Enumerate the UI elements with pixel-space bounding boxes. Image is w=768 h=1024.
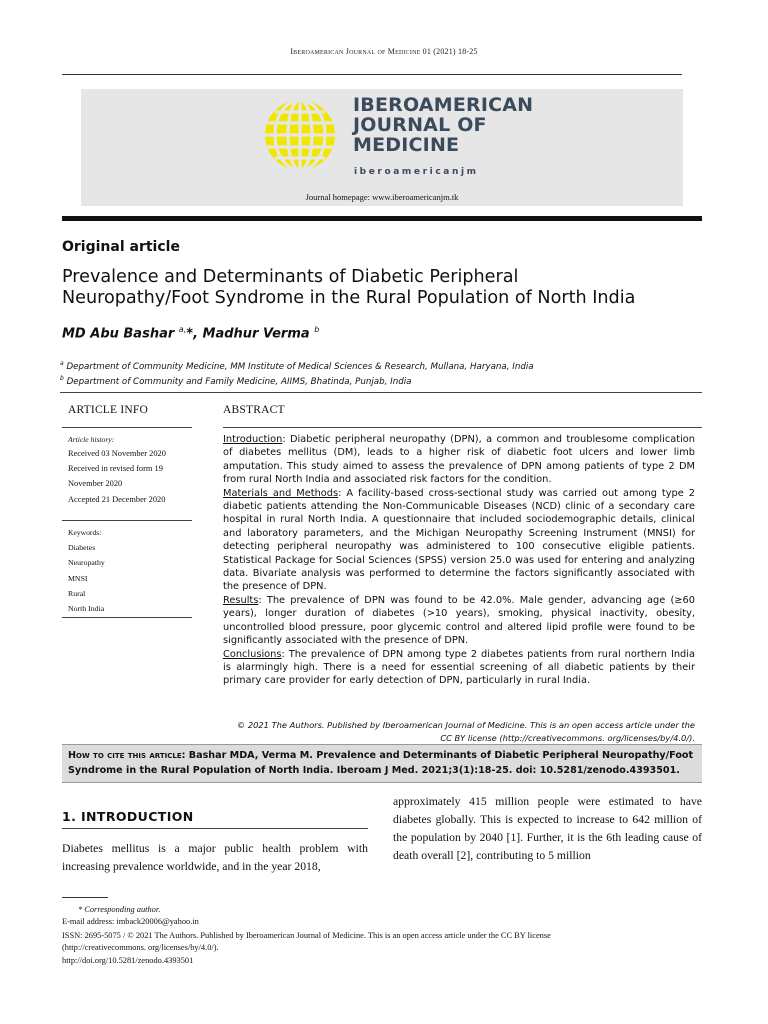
history-entry: November 2020: [68, 479, 123, 488]
affiliation-text: Department of Community Medicine, MM Institute of Medical Sciences & Research, Mullana, Haryana, India: [66, 361, 534, 372]
copyright-line: © 2021 The Authors. Published by Iberoamerican Journal of Medicine. This is an open access article under the: [236, 720, 695, 730]
abstract-section-text: : A facility-based cross-sectional study was carried out among type 2 diabetic patients attending the Non-Communicable Diseases (NCD) clinic of a secondary care hospital in rural North India. A questionnaire that included sociodemographic details, clinical and laboratory parameters, and the Michigan Neuropathy Screening Instrument (MNSI) for detecting peripheral neuropathy was administered to 100 consecutive eligible patients. Statistical Package for Social Sciences (SPSS) version 25.0 was used for entering and analyzing data. Bivariate analysis was performed to determine the factors significantly associated with the presence of DPN.: [223, 487, 695, 593]
abstract-section-label: Results: [223, 594, 259, 606]
abstract-paragraph: [223, 487, 695, 594]
globe-icon: [263, 98, 337, 172]
affiliation-divider: [60, 392, 702, 393]
article-info-heading: ARTICLE INFO: [68, 404, 148, 416]
affiliation-mark: b: [60, 375, 64, 382]
body-column-right: approximately 415 million people were estimated to have diabetes globally. This is expected to increase to 642 million of the population by 2040 [1]. Further, it is the 6th leading cause of death overall [2], contributing to 5 million: [393, 795, 702, 862]
abstract-section-label: Materials and Methods: [223, 487, 339, 499]
keywords-list: [68, 540, 105, 616]
citation-box: [62, 744, 702, 783]
affiliation-mark: a: [60, 360, 64, 367]
citation-label: How to cite this article:: [68, 750, 186, 761]
keyword: MNSI: [68, 573, 88, 583]
abstract-section-text: : The prevalence of DPN among type 2 diabetes patients from rural northern India is alarmingly high. There is a need for essential screening of all diabetic patients by their primary care provider for early detection of DPN, particularly in rural India.: [223, 648, 695, 687]
keywords-label: Keywords:: [68, 528, 102, 537]
body-column-left: Diabetes mellitus is a major public health problem with increasing prevalence worldwide, and in the year 2018,: [62, 842, 368, 873]
journal-banner: [81, 89, 683, 206]
abstract-body: [223, 433, 695, 688]
copyright-line: CC BY license (http://creativecommons. org/licenses/by/4.0/).: [440, 733, 695, 743]
author-affiliation-mark: b: [314, 325, 320, 334]
issn-note: ISSN: 2695-5075 / © 2021 The Authors. Published by Iberoamerican Journal of Medicine. This is an open access article under the CC BY license: [62, 931, 551, 940]
brand-line: MEDICINE: [353, 134, 460, 156]
affiliation-text: Department of Community and Family Medicine, AIIMS, Bhatinda, Punjab, India: [66, 376, 412, 387]
keyword: Rural: [68, 588, 86, 598]
keyword: Neuropathy: [68, 558, 105, 568]
journal-homepage: Journal homepage: www.iberoamericanjm.tk: [305, 192, 459, 202]
abstract-section-text: : Diabetic peripheral neuropathy (DPN), a common and troublesome complication of diabetes mellitus (DM), leads to a higher risk of diabetic foot ulcers and lower limb amputation. This study aimed to assess the prevalence of DPN among patients of type 2 DM from rural North India and associated risk factors for the condition.: [223, 434, 695, 486]
article-title: [62, 267, 712, 309]
footnote-divider: [62, 897, 108, 898]
history-label: Article history:: [68, 435, 115, 444]
author-affiliation-mark: a,: [178, 325, 187, 334]
abstract-section-text: : The prevalence of DPN was found to be 42.0%. Male gender, advancing age (≥60 years), longer duration of diabetes (>10 years), smoking, physical inactivity, obesity, uncontrolled blood pressure, poor glycemic control and altered lipid profile were found to be significantly associated with the presence of DPN.: [223, 594, 695, 647]
abstract-divider: [223, 427, 702, 428]
abstract-paragraph: [223, 594, 695, 648]
affiliation: [60, 360, 534, 372]
copyright-notice: [223, 719, 695, 745]
corresponding-author-note: * Corresponding author.: [78, 905, 161, 914]
history-entry: Accepted 21 December 2020: [68, 495, 166, 504]
author-name: Madhur Verma: [202, 326, 315, 342]
abstract-paragraph: [223, 433, 695, 487]
author-list: [62, 325, 319, 341]
article-type: Original article: [62, 239, 180, 255]
article-info-divider: [62, 427, 192, 428]
author-name: MD Abu Bashar: [62, 326, 179, 342]
email-note: E-mail address: imback20006@yahoo.in: [62, 917, 199, 926]
section-divider: [62, 828, 368, 829]
title-line: Neuropathy/Foot Syndrome in the Rural Population of North India: [62, 288, 636, 308]
license-note: (http://creativecommons. org/licenses/by/4.0/).: [62, 943, 219, 952]
info-bottom-divider: [62, 617, 192, 618]
brand-subtitle: iberoamericanjm: [354, 167, 479, 177]
abstract-heading: ABSTRACT: [223, 404, 285, 416]
section-title: 1. INTRODUCTION: [62, 809, 194, 824]
keyword: Diabetes: [68, 543, 96, 552]
affiliation: [60, 375, 411, 387]
abstract-section-label: Conclusions: [223, 648, 282, 660]
abstract-section-label: Introduction: [223, 434, 283, 445]
history-entry: Received 03 November 2020: [68, 449, 166, 458]
journal-reference: Iberoamerican Journal of Medicine 01 (2021) 18-25: [290, 47, 478, 56]
author-separator: ,: [193, 326, 203, 342]
keywords-divider: [62, 520, 192, 521]
abstract-paragraph: [223, 648, 695, 688]
banner-divider: [62, 216, 702, 221]
history-entry: Received in revised form 19: [68, 464, 163, 473]
header-divider: [62, 74, 682, 75]
doi-link[interactable]: http://doi.org/10.5281/zenodo.4393501: [62, 956, 194, 965]
brand-line: IBEROAMERICAN: [353, 94, 534, 116]
brand-line: JOURNAL OF: [353, 114, 487, 136]
corresponding-mark: *: [186, 326, 194, 342]
title-line: Prevalence and Determinants of Diabetic Peripheral: [62, 267, 519, 287]
keyword: North India: [68, 604, 105, 614]
journal-brand: [353, 95, 533, 155]
citation-text: Bashar MDA, Verma M. Prevalence and Determinants of Diabetic Peripheral Neuropathy/Foot Syndrome in the Rural Population of North India. Iberoam J Med. 2021;3(1):18-25. doi: 10.5281/zenodo.4393501.: [68, 750, 694, 776]
